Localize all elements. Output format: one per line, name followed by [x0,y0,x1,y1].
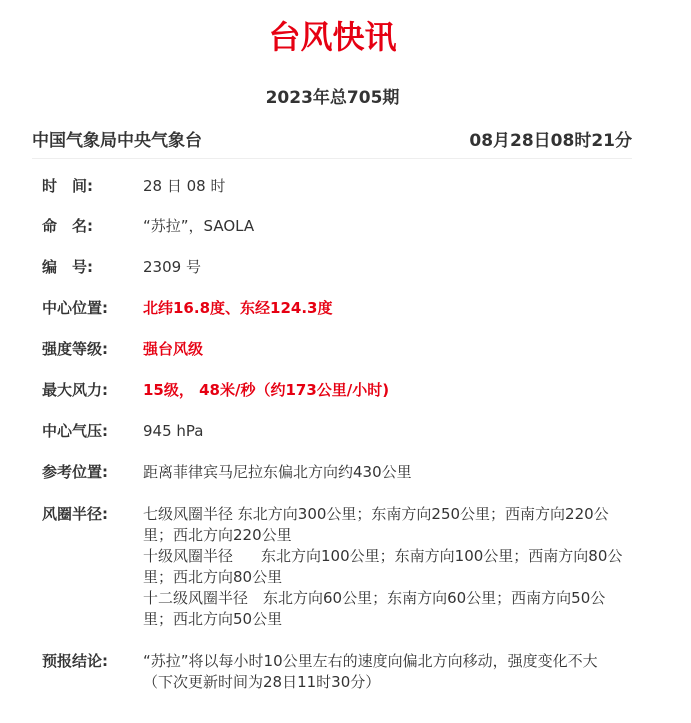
wind-radius-10-name: 十级风圈半径 [143,547,234,565]
wind-radius-7: 七级风圈半径 东北方向300公里；东南方向250公里；西南方向220公里；西北方向220公里 [143,505,609,544]
field-label: 时 间: [42,177,93,195]
publish-time: 08月28日08时21分 [469,131,632,151]
forecast-text: “苏拉”将以每小时10公里左右的速度向偏北方向移动，强度变化不大 [143,652,598,670]
wind-radius-12: 十二级风圈半径 东北方向60公里；东南方向60公里；西南方向50公里；西北方向50公里 [143,589,606,628]
issue-number: 2023年总705期 [265,88,400,108]
field-value: 2309 号 [143,258,201,276]
field-value: “苏拉”，SAOLA [143,217,255,235]
field-value: 28 日 08 时 [143,177,226,195]
field-value-highlight: 北纬16.8度、东经124.3度 [143,299,333,317]
forecast-block [143,651,625,693]
wind-radius-10-detail: 东北方向100公里；东南方向100公里；西南方向80公里；西北方向80公里 [143,547,623,586]
field-value-highlight: 强台风级 [143,340,204,358]
agency-name: 中国气象局中央气象台 [32,131,202,151]
field-label: 中心位置: [42,299,108,317]
field-value-highlight: 15级， 48米/秒（约173公里/小时) [143,381,390,399]
field-value: 距离菲律宾马尼拉东偏北方向约430公里 [143,463,412,481]
wind-radius-block [143,504,625,630]
wind-radius-10 [143,546,625,588]
field-label: 风圈半径: [42,505,108,523]
field-label: 最大风力: [42,381,108,399]
field-label: 强度等级: [42,340,108,358]
bulletin-header [32,128,632,159]
next-update-note: （下次更新时间为28日11时30分） [143,673,381,691]
field-label: 参考位置: [42,463,108,481]
page-title: 台风快讯 [268,18,397,56]
field-value: 945 hPa [143,422,204,440]
field-label: 编 号: [42,258,93,276]
field-label: 中心气压: [42,422,108,440]
field-label: 预报结论: [42,652,108,670]
field-label: 命 名: [42,217,93,235]
